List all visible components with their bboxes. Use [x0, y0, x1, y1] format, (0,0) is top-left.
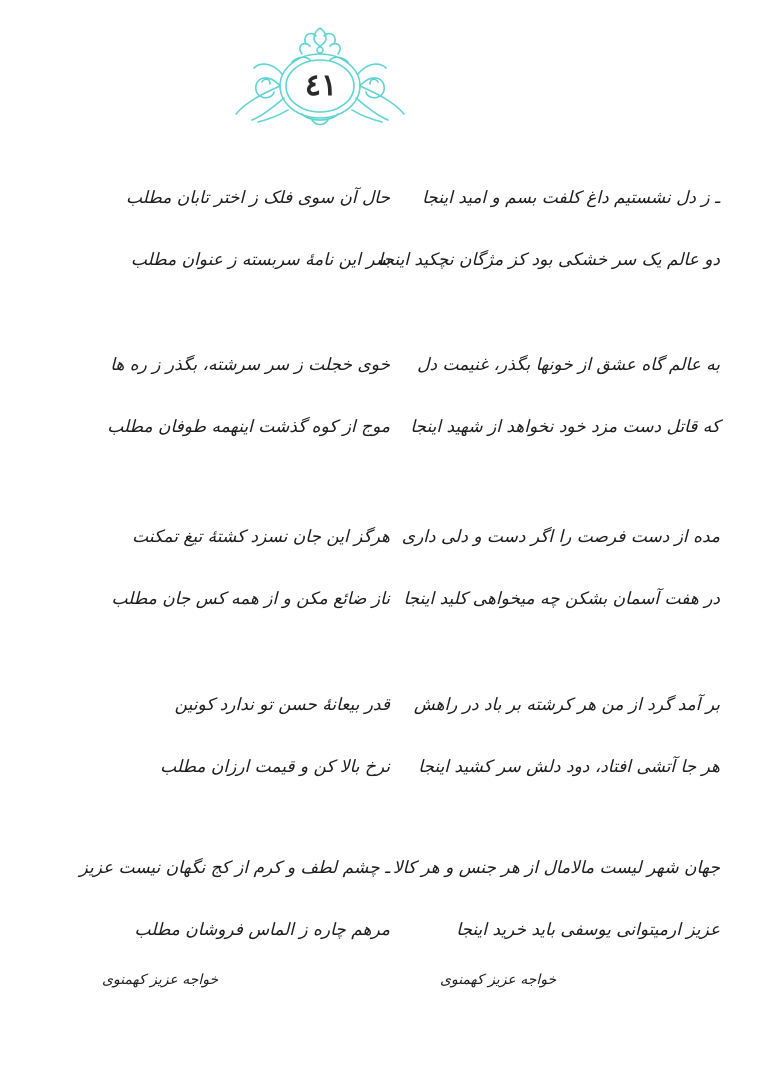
- poet-signature-left: خواجه عزیز کهمنوی: [102, 972, 219, 988]
- verse-right-line-2: عزیز ارمیتوانی یوسفی باید خرید اینجا: [456, 920, 720, 940]
- verse-right-line-2: که قاتل دست مزد خود نخواهد از شهید اینجا: [410, 417, 720, 437]
- verse-right-line-1: به عالم گاه عشق از خونها بگذر، غنیمت دل: [417, 355, 720, 375]
- verse-left-line-1: حال آن سوی فلک ز اختر تابان مطلب: [125, 188, 390, 208]
- verse-left-line-1: قدر بیعانهٔ حسن تو ندارد کونین: [174, 695, 390, 715]
- verse-right-line-2: هر جا آتشی افتاد، دود دلش سر کشید اینجا: [418, 757, 720, 777]
- verse-left-line-1: هرگز این جان نسزد کشتهٔ تیغ تمکنت: [132, 527, 390, 547]
- verse-left-line-1: خوی خجلت ز سر سرشته، بگذر ز ره ها: [110, 355, 390, 375]
- verse-left-line-2: سر این نامهٔ سربسته ز عنوان مطلب: [130, 250, 390, 270]
- page-number: ٤١: [304, 68, 338, 103]
- verse-right-line-1: ـ ز دل نشستیم داغ کلفت بسم و امید اینجا: [422, 188, 720, 208]
- poet-signature-right: خواجه عزیز کهمنوی: [440, 972, 557, 988]
- verse-right-line-1: جهان شهر لیست مالامال از هر جنس و هر کالا: [392, 858, 720, 878]
- verse-left-line-2: ناز ضائع مکن و از همه کس جان مطلب: [111, 589, 390, 609]
- verse-right-line-1: مده از دست فرصت را اگر دست و دلی داری: [401, 527, 720, 547]
- verse-right-line-2: در هفت آسمان بشکن چه میخواهی کلید اینجا: [403, 589, 720, 609]
- verse-left-line-2: نرخ بالا کن و قیمت ارزان مطلب: [160, 757, 390, 777]
- verse-left-line-2: موج از کوه گذشت اینهمه طوفان مطلب: [107, 417, 390, 437]
- verse-left-line-1: ـ چشم لطف و کرم از کج نگهان نیست عزیز: [79, 858, 390, 878]
- verse-left-line-2: مرهم چاره ز الماس فروشان مطلب: [134, 920, 390, 940]
- verse-right-line-1: بر آمد گرد از من هر کرشته بر باد در راهش: [413, 695, 720, 715]
- verse-right-line-2: دو عالم یک سر خشکی بود کز مژگان نچکید اینجا: [378, 250, 720, 270]
